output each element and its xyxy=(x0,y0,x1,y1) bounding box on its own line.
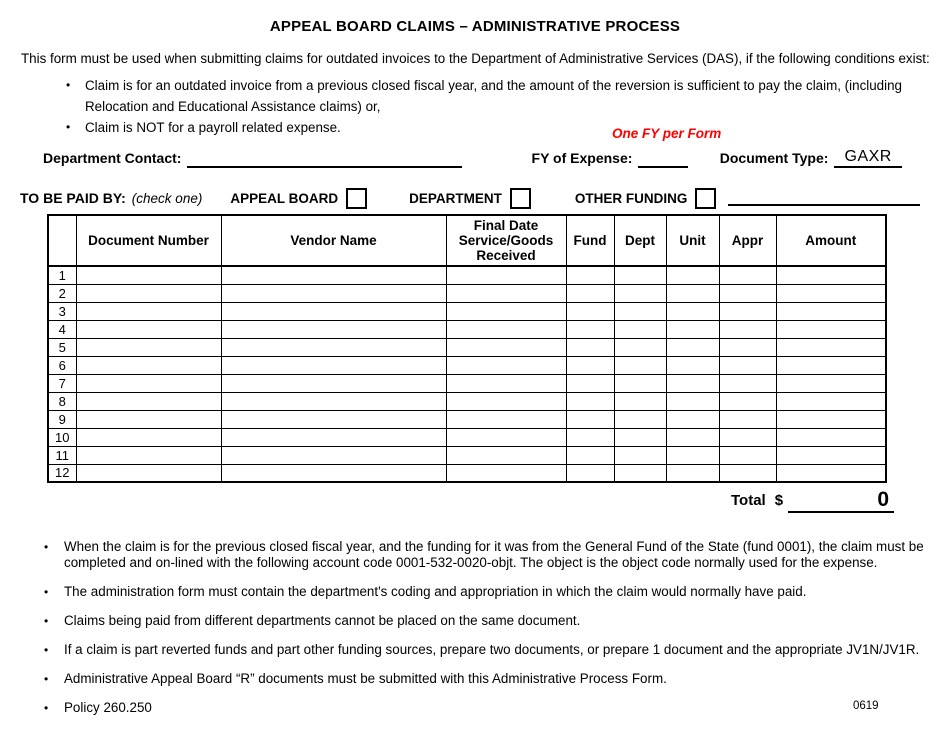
appr-cell[interactable] xyxy=(719,392,776,410)
header-text: Appr xyxy=(731,233,764,248)
page-title: APPEAL BOARD CLAIMS – ADMINISTRATIVE PROCESS xyxy=(269,18,681,35)
vendor-name-cell[interactable] xyxy=(221,266,446,284)
claims-table-header-row xyxy=(48,215,886,266)
bullet-icon: • xyxy=(44,540,49,554)
total-label: Total xyxy=(731,492,766,509)
table-row xyxy=(48,428,886,446)
fy-of-expense-input[interactable] xyxy=(638,148,687,168)
note-item xyxy=(42,642,936,658)
bullet-icon: • xyxy=(44,701,49,715)
fund-cell[interactable] xyxy=(566,428,614,446)
final-date-cell[interactable] xyxy=(446,446,566,464)
row-number-cell: 8 xyxy=(48,392,76,410)
note-text: Administrative Appeal Board “R” documents must be submitted with this Administrative Process Form. xyxy=(64,671,667,686)
row-number-cell: 3 xyxy=(48,302,76,320)
document-number-cell[interactable] xyxy=(76,320,221,338)
conditions-list xyxy=(66,75,908,138)
final-date-cell[interactable] xyxy=(446,302,566,320)
document-number-cell[interactable] xyxy=(76,302,221,320)
row-number-cell: 9 xyxy=(48,410,76,428)
fund-cell[interactable] xyxy=(566,320,614,338)
other-funding-option-label: OTHER FUNDING xyxy=(574,190,688,206)
unit-cell[interactable] xyxy=(666,446,719,464)
final-date-cell[interactable] xyxy=(446,392,566,410)
dept-cell[interactable] xyxy=(614,356,666,374)
dept-cell[interactable] xyxy=(614,464,666,482)
contact-fields-row xyxy=(43,146,902,168)
final-date-cell[interactable] xyxy=(446,284,566,302)
fund-cell[interactable] xyxy=(566,374,614,392)
document-number-cell[interactable] xyxy=(76,446,221,464)
appr-cell[interactable] xyxy=(719,302,776,320)
claims-table-header-cell xyxy=(48,215,76,266)
final-date-cell[interactable] xyxy=(446,266,566,284)
dept-cell[interactable] xyxy=(614,410,666,428)
table-row xyxy=(48,374,886,392)
document-number-cell[interactable] xyxy=(76,266,221,284)
row-number-cell: 1 xyxy=(48,266,76,284)
dept-cell[interactable] xyxy=(614,284,666,302)
to-be-paid-by-label: TO BE PAID BY: xyxy=(20,190,126,206)
note-item xyxy=(42,539,936,571)
note-text: When the claim is for the previous closed fiscal year, and the funding for it was from the General Fund of the State (fund 0001), the claim must be completed and on-lined with the following account code 0001-532-0020-objt. The object is the object code normally used for the expense. xyxy=(64,539,924,570)
unit-cell[interactable] xyxy=(666,284,719,302)
dept-cell[interactable] xyxy=(614,392,666,410)
document-number-cell[interactable] xyxy=(76,392,221,410)
final-date-cell[interactable] xyxy=(446,428,566,446)
table-row xyxy=(48,446,886,464)
vendor-name-cell[interactable] xyxy=(221,392,446,410)
vendor-name-cell[interactable] xyxy=(221,428,446,446)
claims-table-header-cell xyxy=(76,215,221,266)
appeal-board-checkbox[interactable] xyxy=(346,188,367,209)
one-fy-per-form-note: One FY per Form xyxy=(612,126,722,141)
table-row xyxy=(48,284,886,302)
row-number-cell: 7 xyxy=(48,374,76,392)
header-text: Vendor Name xyxy=(290,233,377,248)
bullet-icon: • xyxy=(66,120,71,134)
appr-cell[interactable] xyxy=(719,446,776,464)
claims-table-header-cell xyxy=(446,215,566,266)
amount-cell[interactable] xyxy=(776,446,886,464)
other-funding-input[interactable] xyxy=(728,190,920,206)
fund-cell[interactable] xyxy=(566,356,614,374)
check-one-hint: (check one) xyxy=(131,190,203,206)
claims-table xyxy=(47,214,887,483)
department-contact-label: Department Contact: xyxy=(43,150,182,166)
fy-of-expense-label: FY of Expense: xyxy=(531,150,633,166)
claims-table-header-cell xyxy=(719,215,776,266)
claims-table-header-cell xyxy=(221,215,446,266)
bullet-icon: • xyxy=(44,614,49,628)
vendor-name-cell[interactable] xyxy=(221,356,446,374)
appeal-board-option-label: APPEAL BOARD xyxy=(230,190,339,206)
document-number-cell[interactable] xyxy=(76,374,221,392)
appr-cell[interactable] xyxy=(719,338,776,356)
claims-table-header-cell xyxy=(614,215,666,266)
note-item xyxy=(42,700,936,716)
note-item xyxy=(42,584,936,600)
header-text: Final Date Service/Goods Received xyxy=(458,218,554,263)
vendor-name-cell[interactable] xyxy=(221,410,446,428)
fund-cell[interactable] xyxy=(566,446,614,464)
condition-text: Claim is NOT for a payroll related expense. xyxy=(85,120,341,135)
row-number-cell: 6 xyxy=(48,356,76,374)
fund-cell[interactable] xyxy=(566,464,614,482)
document-number-cell[interactable] xyxy=(76,428,221,446)
table-row xyxy=(48,410,886,428)
bullet-icon: • xyxy=(66,78,71,92)
dept-cell[interactable] xyxy=(614,374,666,392)
amount-cell[interactable] xyxy=(776,392,886,410)
row-number-cell: 5 xyxy=(48,338,76,356)
row-number-cell: 12 xyxy=(48,464,76,482)
table-row xyxy=(48,464,886,482)
header-text: Amount xyxy=(805,233,857,248)
fund-cell[interactable] xyxy=(566,266,614,284)
dept-cell[interactable] xyxy=(614,338,666,356)
vendor-name-cell[interactable] xyxy=(221,446,446,464)
document-type-input[interactable]: GAXR xyxy=(834,147,902,168)
row-number-cell: 4 xyxy=(48,320,76,338)
final-date-cell[interactable] xyxy=(446,338,566,356)
fund-cell[interactable] xyxy=(566,284,614,302)
amount-cell[interactable] xyxy=(776,428,886,446)
table-row xyxy=(48,266,886,284)
total-value: 0 xyxy=(877,488,890,511)
vendor-name-cell[interactable] xyxy=(221,302,446,320)
row-number-cell: 10 xyxy=(48,428,76,446)
total-row xyxy=(731,488,894,513)
document-number-cell[interactable] xyxy=(76,410,221,428)
final-date-cell[interactable] xyxy=(446,464,566,482)
appr-cell[interactable] xyxy=(719,356,776,374)
appr-cell[interactable] xyxy=(719,428,776,446)
claims-table-header-cell xyxy=(776,215,886,266)
document-number-cell[interactable] xyxy=(76,464,221,482)
appr-cell[interactable] xyxy=(719,464,776,482)
unit-cell[interactable] xyxy=(666,374,719,392)
unit-cell[interactable] xyxy=(666,410,719,428)
row-number-cell: 2 xyxy=(48,284,76,302)
dept-cell[interactable] xyxy=(614,302,666,320)
bullet-icon: • xyxy=(44,643,49,657)
amount-cell[interactable] xyxy=(776,338,886,356)
table-row xyxy=(48,356,886,374)
amount-cell[interactable] xyxy=(776,284,886,302)
intro-paragraph: This form must be used when submitting claims for outdated invoices to the Department of Administrative Services (DAS), if the following conditions exist: xyxy=(21,51,930,66)
bullet-icon: • xyxy=(44,585,49,599)
condition-text: Claim is for an outdated invoice from a previous closed fiscal year, and the amount of the reversion is sufficient to pay the claim, (including Relocation and Educational Assistance claims) or, xyxy=(85,78,902,114)
other-funding-checkbox[interactable] xyxy=(695,188,716,209)
appr-cell[interactable] xyxy=(719,320,776,338)
bullet-icon: • xyxy=(44,672,49,686)
dept-cell[interactable] xyxy=(614,428,666,446)
claims-table-header-cell xyxy=(566,215,614,266)
vendor-name-cell[interactable] xyxy=(221,320,446,338)
appr-cell[interactable] xyxy=(719,410,776,428)
vendor-name-cell[interactable] xyxy=(221,464,446,482)
notes-list xyxy=(42,539,936,729)
dept-cell[interactable] xyxy=(614,446,666,464)
fund-cell[interactable] xyxy=(566,302,614,320)
amount-cell[interactable] xyxy=(776,302,886,320)
unit-cell[interactable] xyxy=(666,356,719,374)
final-date-cell[interactable] xyxy=(446,320,566,338)
amount-cell[interactable] xyxy=(776,374,886,392)
claims-table-header-cell xyxy=(666,215,719,266)
note-item xyxy=(42,613,936,629)
unit-cell[interactable] xyxy=(666,266,719,284)
form-revision-code: 0619 xyxy=(853,700,879,712)
department-checkbox[interactable] xyxy=(510,188,531,209)
final-date-cell[interactable] xyxy=(446,374,566,392)
table-row xyxy=(48,392,886,410)
header-text: Document Number xyxy=(88,233,209,248)
total-input[interactable] xyxy=(788,488,894,513)
appr-cell[interactable] xyxy=(719,266,776,284)
dept-cell[interactable] xyxy=(614,320,666,338)
fund-cell[interactable] xyxy=(566,338,614,356)
vendor-name-cell[interactable] xyxy=(221,284,446,302)
unit-cell[interactable] xyxy=(666,428,719,446)
department-option-label: DEPARTMENT xyxy=(409,190,502,206)
amount-cell[interactable] xyxy=(776,320,886,338)
final-date-cell[interactable] xyxy=(446,356,566,374)
appr-cell[interactable] xyxy=(719,374,776,392)
unit-cell[interactable] xyxy=(666,320,719,338)
table-row xyxy=(48,320,886,338)
amount-cell[interactable] xyxy=(776,410,886,428)
table-row xyxy=(48,338,886,356)
document-number-cell[interactable] xyxy=(76,284,221,302)
note-item xyxy=(42,671,936,687)
fund-cell[interactable] xyxy=(566,392,614,410)
amount-cell[interactable] xyxy=(776,356,886,374)
unit-cell[interactable] xyxy=(666,302,719,320)
unit-cell[interactable] xyxy=(666,338,719,356)
condition-item xyxy=(66,117,908,138)
condition-item xyxy=(66,75,908,117)
document-number-cell[interactable] xyxy=(76,356,221,374)
note-text: If a claim is part reverted funds and part other funding sources, prepare two documents, or prepare 1 document and the appropriate JV1N/JV1R. xyxy=(64,642,920,657)
vendor-name-cell[interactable] xyxy=(221,338,446,356)
final-date-cell[interactable] xyxy=(446,410,566,428)
dept-cell[interactable] xyxy=(614,266,666,284)
vendor-name-cell[interactable] xyxy=(221,374,446,392)
row-number-cell: 11 xyxy=(48,446,76,464)
document-number-cell[interactable] xyxy=(76,338,221,356)
header-text: Dept xyxy=(625,233,655,248)
note-text: Policy 260.250 xyxy=(64,700,152,715)
appr-cell[interactable] xyxy=(719,284,776,302)
department-contact-input[interactable] xyxy=(187,148,461,168)
document-type-label: Document Type: xyxy=(719,150,829,166)
table-row xyxy=(48,302,886,320)
header-text: Fund xyxy=(573,233,607,248)
to-be-paid-by-row xyxy=(20,185,920,211)
amount-cell[interactable] xyxy=(776,266,886,284)
unit-cell[interactable] xyxy=(666,392,719,410)
fund-cell[interactable] xyxy=(566,410,614,428)
dollar-sign: $ xyxy=(774,492,784,509)
unit-cell[interactable] xyxy=(666,464,719,482)
note-text: The administration form must contain the department's coding and appropriation in which the claim would normally have paid. xyxy=(64,584,807,599)
amount-cell[interactable] xyxy=(776,464,886,482)
header-text: Unit xyxy=(679,233,706,248)
note-text: Claims being paid from different departments cannot be placed on the same document. xyxy=(64,613,581,628)
